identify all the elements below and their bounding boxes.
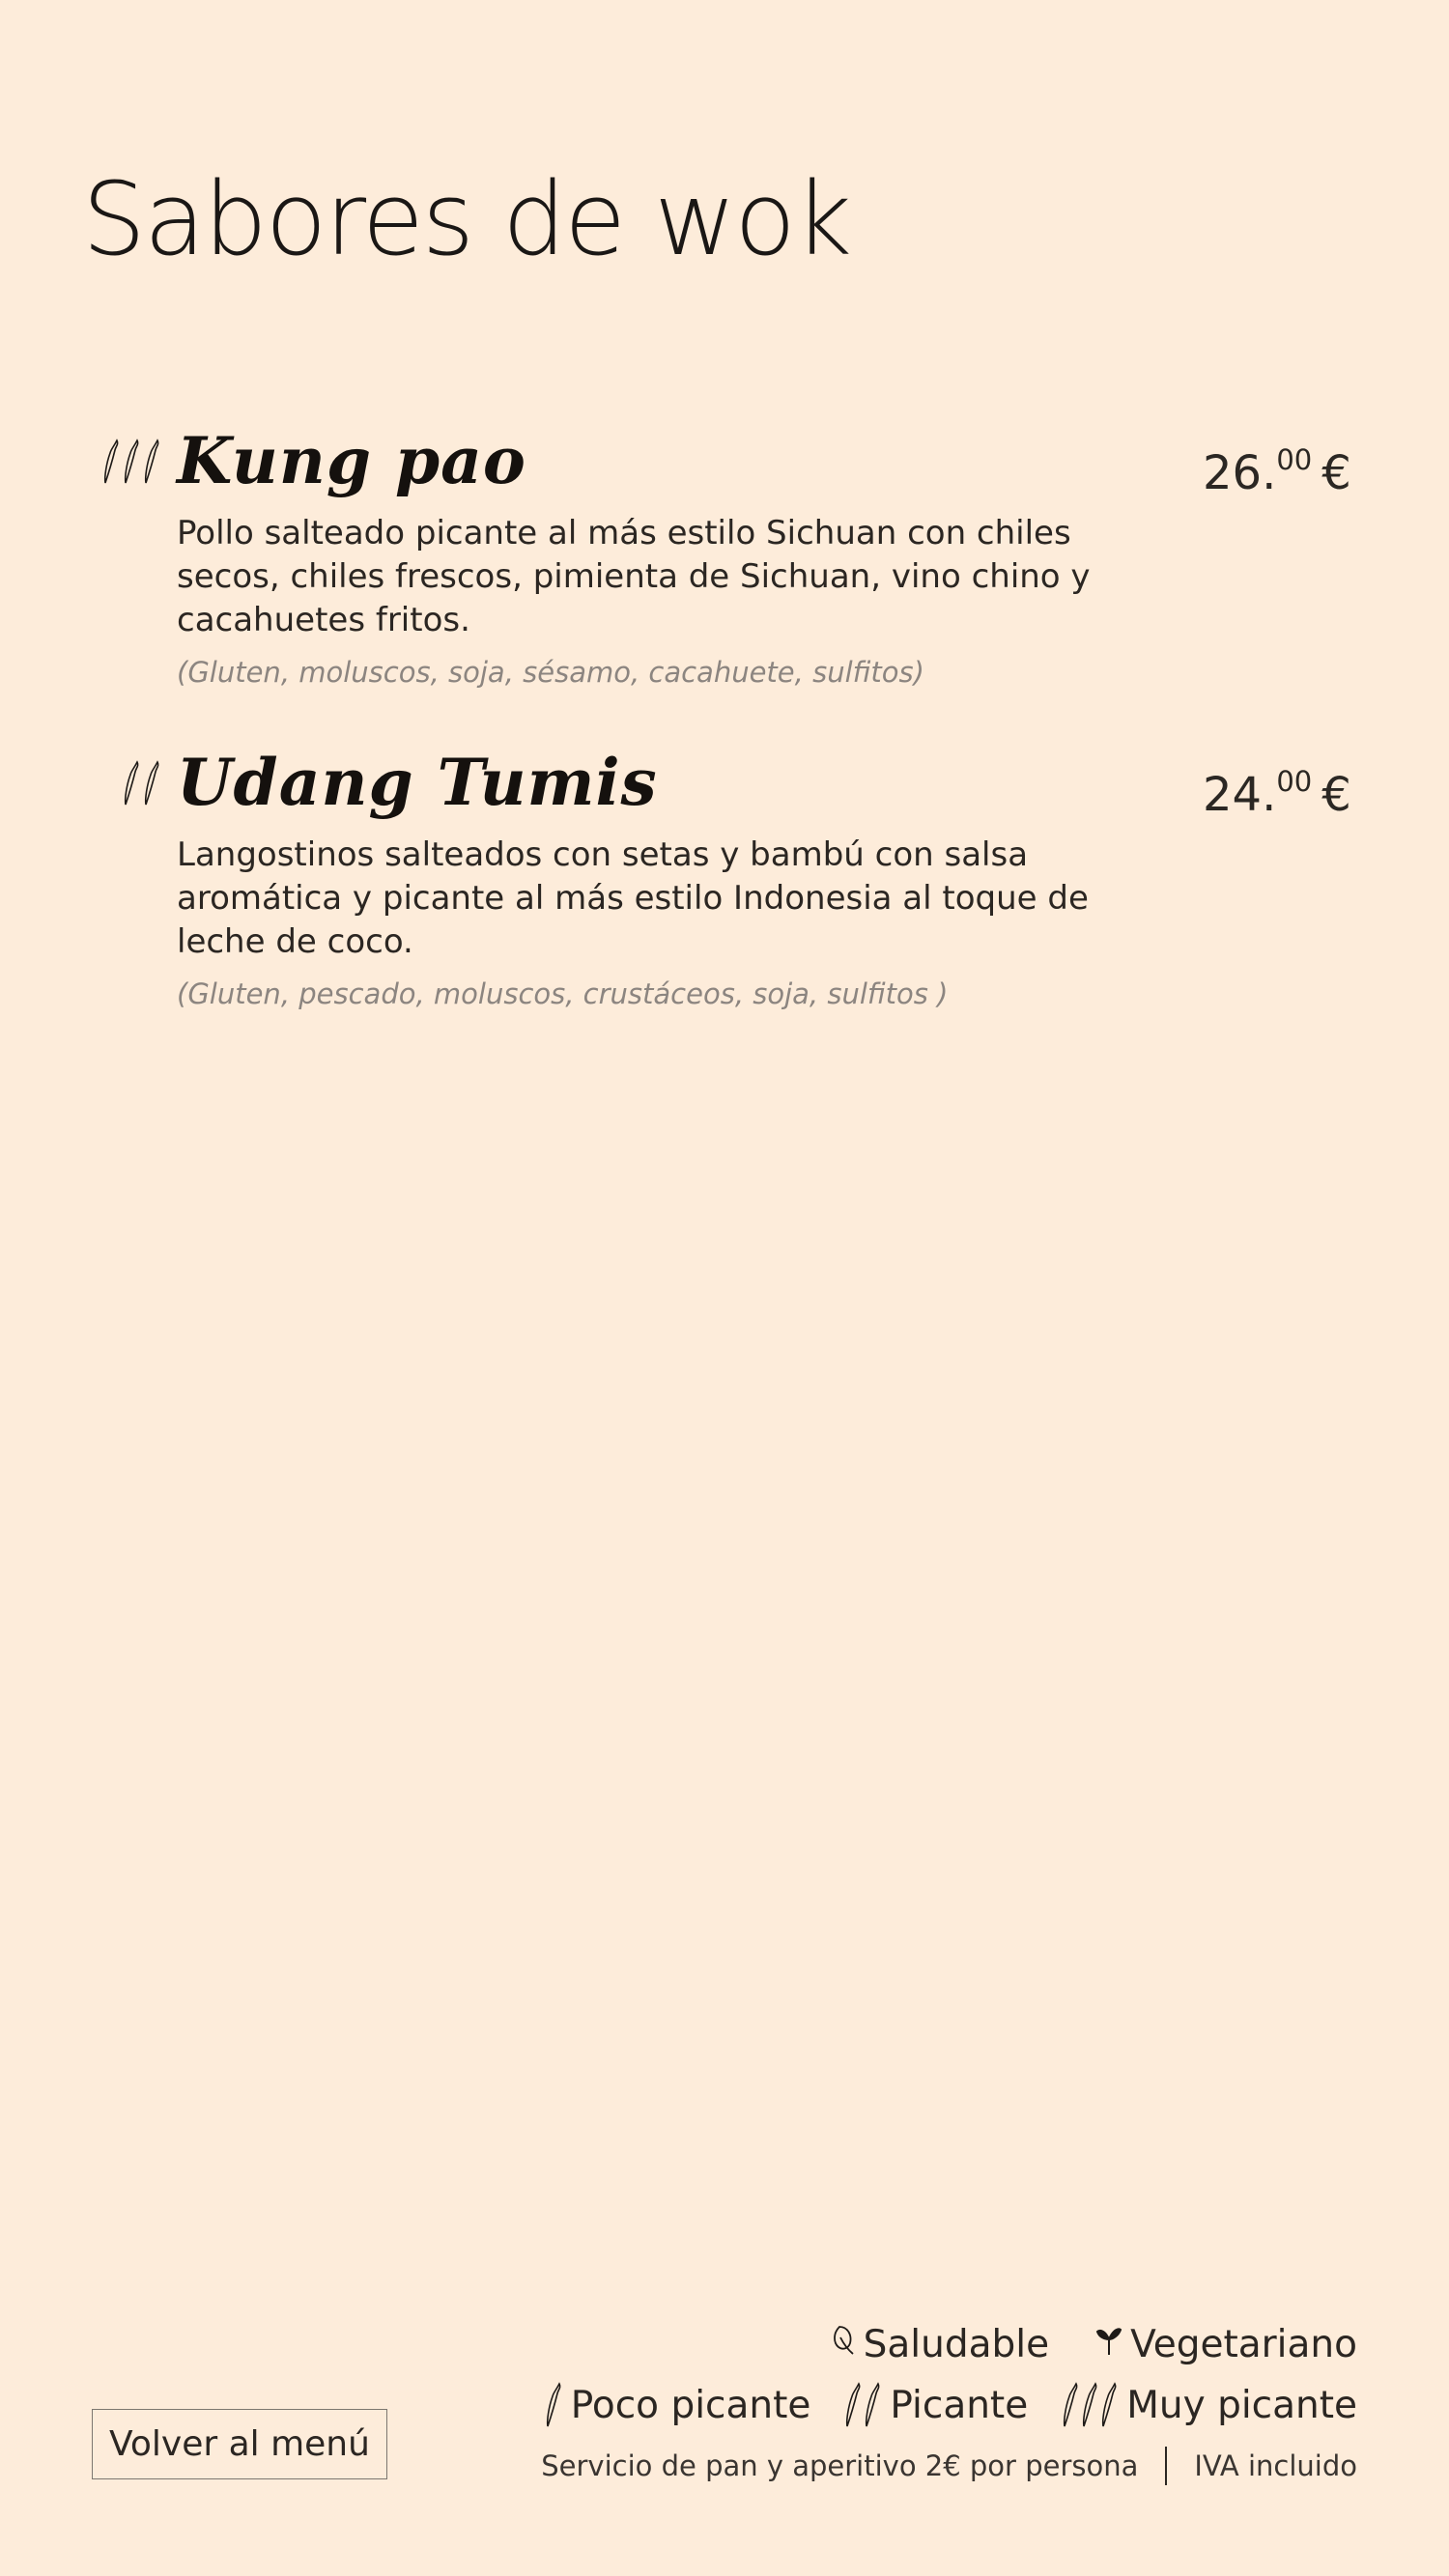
dish-description: Pollo salteado picante al más estilo Sichuan con chiles secos, chiles frescos, pimienta de Sichuan, vino chino y cacahuetes fritos. [177, 514, 1091, 639]
legend-healthy [831, 2323, 1049, 2366]
service-note: Servicio de pan y aperitivo 2€ por persona [541, 2449, 1139, 2482]
chili-pepper-icon [1063, 2382, 1119, 2428]
dish-name: Kung pao [177, 423, 526, 498]
price-currency: € [1321, 768, 1351, 822]
chili-pepper-icon [124, 760, 141, 807]
chili-pepper-icon [845, 2382, 882, 2428]
spice-level-spicy [124, 760, 161, 807]
dish-allergens: (Gluten, pescado, moluscos, crustáceos, soja, sulfitos ) [177, 977, 949, 1010]
legend-very-spicy-label: Muy picante [1126, 2383, 1357, 2427]
divider [1165, 2447, 1167, 2485]
legend-vegetarian [1095, 2323, 1357, 2366]
page-title: Sabores de wok [82, 160, 851, 278]
legend-mild [546, 2382, 811, 2428]
price-cents: 00 [1276, 765, 1313, 798]
dish-description: Langostinos salteados con setas y bambú con salsa aromática y picante al más estilo Indonesia al toque de leche de coco. [177, 835, 1089, 961]
leaf-icon [831, 2323, 856, 2366]
price-cents: 00 [1276, 443, 1313, 476]
legend-very-spicy [1063, 2382, 1357, 2428]
back-to-menu-button[interactable]: Volver al menú [92, 2409, 387, 2479]
price-integer: 24. [1203, 768, 1277, 822]
legend-dietary [831, 2323, 1357, 2366]
legend-spice [546, 2382, 1357, 2428]
tax-note: IVA incluido [1194, 2449, 1357, 2482]
dish-name: Udang Tumis [177, 745, 658, 820]
legend-spicy-label: Picante [890, 2383, 1029, 2427]
chili-pepper-icon [124, 439, 141, 485]
legend-healthy-label: Saludable [863, 2323, 1050, 2366]
chili-pepper-icon [144, 760, 161, 807]
chili-pepper-icon [546, 2382, 563, 2428]
dish-price [1203, 443, 1351, 500]
spice-level-very-spicy [103, 439, 161, 485]
price-currency: € [1321, 446, 1351, 500]
dish-price [1203, 765, 1351, 822]
service-info [541, 2447, 1357, 2485]
legend-spicy [845, 2382, 1028, 2428]
dish-allergens: (Gluten, moluscos, soja, sésamo, cacahuete, sulfitos) [177, 656, 924, 689]
chili-pepper-icon [103, 439, 121, 485]
price-integer: 26. [1203, 446, 1277, 500]
chili-pepper-icon [144, 439, 161, 485]
legend-mild-label: Poco picante [570, 2383, 811, 2427]
legend-vegetarian-label: Vegetariano [1130, 2323, 1357, 2366]
sprout-icon [1095, 2323, 1122, 2366]
